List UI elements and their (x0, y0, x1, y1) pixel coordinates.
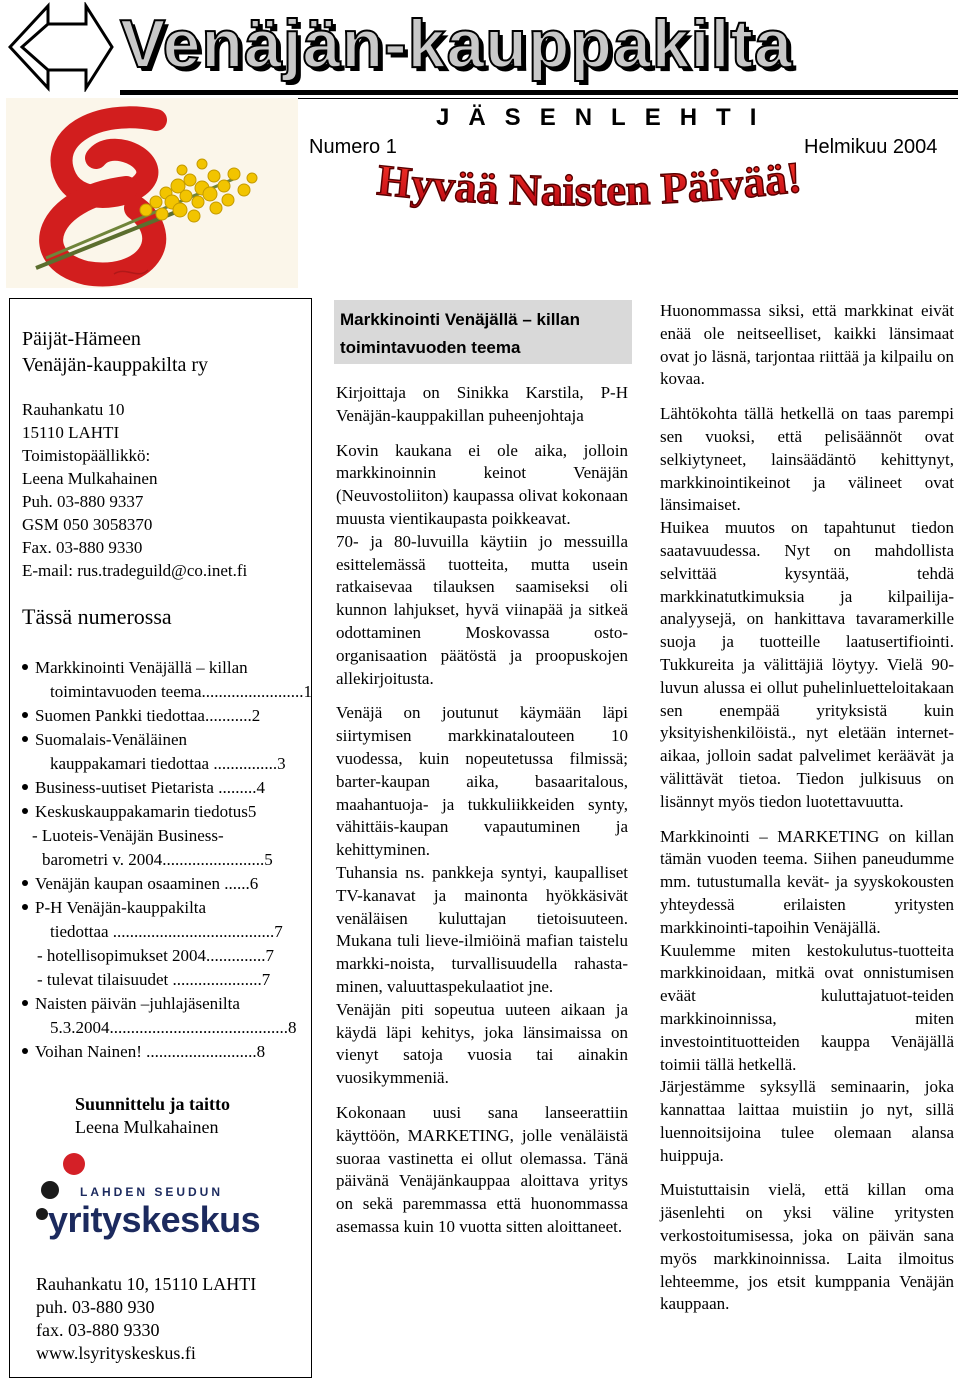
table-of-contents (22, 656, 312, 1064)
issue-date: Helmikuu 2004 (804, 136, 938, 158)
logo-top-text: LAHDEN SEUDUN (80, 1185, 224, 1199)
toc-item-text: Naisten päivän –juhlajäsenilta (35, 994, 240, 1013)
contact-email[interactable]: E-mail: rus.tradeguild@co.inet.fi (22, 561, 248, 580)
toc-title: Tässä numerossa (22, 604, 172, 629)
toc-item-text: - Luoteis-Venäjän Business- (32, 826, 224, 845)
womens-day-greeting (372, 160, 884, 224)
article-paragraph: 70- ja 80-luvuilla käytiin jo messuilla esittelemässä tuotteita, mutta usein ratkaisevaa tilauksen saamiseksi oli kunnon lahjukset, hyvä viinapää ja sitkeä odottaminen Moskovassa osto-organisaation päätöstä ja proopuskojen allekirjoitusta. (336, 531, 628, 688)
bullet-icon (22, 784, 28, 790)
article-paragraph: Venäjän piti sopeutua uuteen aikaan ja käydä läpi kehitys, joka länsimaissa on vienyt satoja vuosia tai ainakin vuosikymmeniä. (336, 999, 628, 1088)
toc-item-cont: 5.3.2004..........................................8 (50, 1018, 297, 1037)
toc-item-cont: tiedottaa ......................................7 (50, 922, 283, 941)
contact-line: Fax. 03-880 9330 (22, 538, 143, 557)
article-paragraph: Kovin kaukana ei ole aika, jolloin markkinoinnin keinot Venäjän (Neuvostoliiton) kaupassa olivat kokonaan muusta vientikaupasta poikkeavat. (336, 440, 628, 528)
logo-red-dot-icon (63, 1153, 85, 1175)
bullet-icon (22, 880, 28, 886)
article-heading (334, 300, 632, 364)
bullet-icon (22, 1000, 28, 1006)
contact-line: 15110 LAHTI (22, 423, 120, 442)
contact-line: Toimistopäällikkö: (22, 446, 151, 465)
design-credit-heading: Suunnittelu ja taitto (75, 1094, 231, 1114)
address-line: fax. 03-880 9330 (36, 1320, 160, 1340)
toc-item-cont: toimintavuoden teema........................1 (50, 682, 313, 701)
toc-item[interactable] (22, 704, 312, 728)
toc-item-text: Venäjän kaupan osaaminen ......6 (35, 874, 259, 893)
address-line: Rauhankatu 10, 15110 LAHTI (36, 1274, 257, 1294)
greeting-text: Hyvää Naisten Päivää! (375, 160, 805, 216)
contact-line: Leena Mulkahainen (22, 469, 158, 488)
article-paragraph: Lähtökohta tällä hetkellä on taas parempi sen vuoksi, että pelisäännöt ovat selkiytyneet, lainsäädäntö kehittynyt, markkinointikeinot ja välineet ovat länsimaiset. (660, 404, 954, 515)
toc-item-text: Suomen Pankki tiedottaa...........2 (35, 706, 261, 725)
article-column-2 (660, 300, 954, 1328)
toc-item[interactable] (22, 800, 312, 824)
article-paragraph: Kokonaan uusi sana lanseerattiin käyttöön, MARKETING, jolle venäläistä suoraa vastinetta ei ollut olemassa. Tänä päivänä Venäjänkauppaa aloittava yritys on sekä paremmassa että huonommassa asemassa kuin 10 vuotta sitten aloittaneet. (336, 1102, 628, 1236)
article-column-1 (336, 382, 628, 1251)
toc-subitem[interactable] (22, 848, 312, 872)
toc-item-text: Voihan Nainen! ..........................8 (35, 1042, 266, 1061)
bullet-icon (22, 664, 28, 670)
toc-item[interactable] (22, 872, 312, 896)
logo-main-text: yrityskeskus (48, 1199, 261, 1240)
svg-text:Hyvää Naisten Päivää! (375, 160, 804, 215)
toc-item-text: P-H Venäjän-kauppakilta (35, 898, 207, 917)
toc-item[interactable] (22, 992, 312, 1040)
article-paragraph: Markkinointi – MARKETING on killan tämän vuoden teema. Siihen paneudumme mm. tutustumalla kevät- ja syyskokousten yhteydessä erilaisten yritysten markkinointi-tapoihin Venäjällä. (660, 826, 954, 937)
toc-item-text: - tulevat tilaisuudet .....................7 (37, 970, 271, 989)
toc-item-text: Suomalais-Venäläinen (35, 730, 188, 749)
organization-name-line2: Venäjän-kauppakilta ry (22, 354, 209, 376)
toc-item[interactable] (22, 896, 312, 944)
article-paragraph: Tuhansia ns. pankkeja syntyi, kaupalliset TV-kanavat ja mainonta hyökkäsivät venäläisen kuluttajan tietoisuuteen. Mukana tuli lieve-ilmiöinä mafian taistelu markki-noista, turvallisuudella rahasta-minen, valuuttaspekulaatiot jne. (336, 862, 628, 996)
contact-info (22, 398, 247, 582)
toc-subitem[interactable] (22, 968, 312, 992)
logo-black-dot-icon (41, 1181, 59, 1199)
toc-item[interactable] (22, 776, 312, 800)
article-paragraph: Huonommassa siksi, että markkinat eivät enää ole neitseelliset, kaikki länsimaat ovat jo läsnä, tarjontaa riittää ja kilpailu on kovaa. (660, 301, 954, 389)
article-paragraph: Järjestämme syksyllä seminaarin, joka kannattaa laittaa muistiin jo nyt, sillä luennoitsijoina tulee olemaan alansa huippuja. (660, 1077, 954, 1165)
bullet-icon (22, 904, 28, 910)
article-byline: Kirjoittaja on Sinikka Karstila, P-H Venäjän-kauppakillan puheenjohtaja (336, 383, 628, 425)
newsletter-title: Venäjän-kauppakilta (120, 6, 793, 82)
toc-item[interactable] (22, 1040, 312, 1064)
article-paragraph: Muistuttaisin vielä, että killan oma jäsenlehti on yksi väline yritysten verkostoitumisessa, joka on päivän sana myös markkinoinnissa. Laita ilmoitus lehteemme, jos etsit kumppania Venäjän kauppaan. (660, 1180, 954, 1314)
toc-item-text: Business-uutiset Pietarista .........4 (35, 778, 265, 797)
toc-item-text: Markkinointi Venäjällä – killan (35, 658, 248, 677)
womens-day-flower-image (6, 98, 298, 288)
bullet-icon (22, 736, 28, 742)
issue-number: Numero 1 (309, 136, 397, 158)
toc-item-cont: kauppakamari tiedottaa ...............3 (50, 754, 286, 773)
toc-subitem[interactable] (22, 824, 312, 848)
yrityskeskus-address (36, 1273, 256, 1365)
contact-line: Rauhankatu 10 (22, 400, 125, 419)
website-link[interactable]: www.lsyrityskeskus.fi (36, 1343, 196, 1363)
toc-item-text: - hotellisopimukset 2004..............7 (37, 946, 275, 965)
newsletter-subtitle: JÄSENLEHTI (436, 104, 776, 131)
article-paragraph: Huikea muutos on tapahtunut tiedon saatavuudessa. Nyt on mahdollista selvittää kysyntää, tehdä markkinatutkimuksia ja kilpailija-analyysejä, on hankittava tavaramerkille suoja ja tuotteille laatusertifiointi. Tukkureita ja välittäjiä löytyy. Vielä 90-luvun alussa ei ollut puhelinluetteloitakaan sen enempää yrityksistä kuin yksityishenkilöistä., nyt eletään internet-aikaa, jolloin sadat palvelimet keräävät ja välittävät tietoa. Tiedon julkisuus on lisännyt myös tiedon luotettavuutta. (660, 518, 954, 811)
bullet-icon (22, 1048, 28, 1054)
contact-line: GSM 050 3058370 (22, 515, 153, 534)
toc-item[interactable] (22, 656, 312, 704)
address-line: puh. 03-880 930 (36, 1297, 155, 1317)
article-paragraph: Venäjä on joutunut käymään läpi siirtymisen markkinatalouteen 10 vuodessa, kuin nopeutetussa filmissä; barter-kaupan aika, basaaritalous, maahantuoja- ja tukkuliikkeiden synty, vähittäis-kaupan vapautuminen ja kehittyminen. (336, 703, 628, 860)
contact-line: Puh. 03-880 9337 (22, 492, 144, 511)
organization-name (22, 326, 208, 378)
article-paragraph: Kuulemme miten kestokulutus-tuotteita markkinoidaan, mitkä ovat onnistumisen eväät kuluttajatuot-teiden markkinoinnissa, miten investointituotteiden kauppa Venäjällä toimii tällä hetkellä. (660, 940, 954, 1074)
header-rule-thick (120, 90, 958, 95)
toc-item-text: Keskuskauppakamarin tiedotus5 (35, 802, 257, 821)
yrityskeskus-logo (30, 1150, 280, 1240)
organization-name-line1: Päijät-Hämeen (22, 328, 141, 350)
bullet-icon (22, 712, 28, 718)
toc-subitem[interactable] (22, 944, 312, 968)
toc-item-text: barometri v. 2004........................5 (42, 850, 273, 869)
design-credit-name: Leena Mulkahainen (75, 1117, 219, 1137)
bullet-icon (22, 808, 28, 814)
double-arrow-logo-icon (8, 2, 114, 92)
article-heading-line2: toimintavuoden teema (340, 338, 521, 357)
article-heading-line1: Markkinointi Venäjällä – killan (340, 310, 580, 329)
toc-item[interactable] (22, 728, 312, 776)
